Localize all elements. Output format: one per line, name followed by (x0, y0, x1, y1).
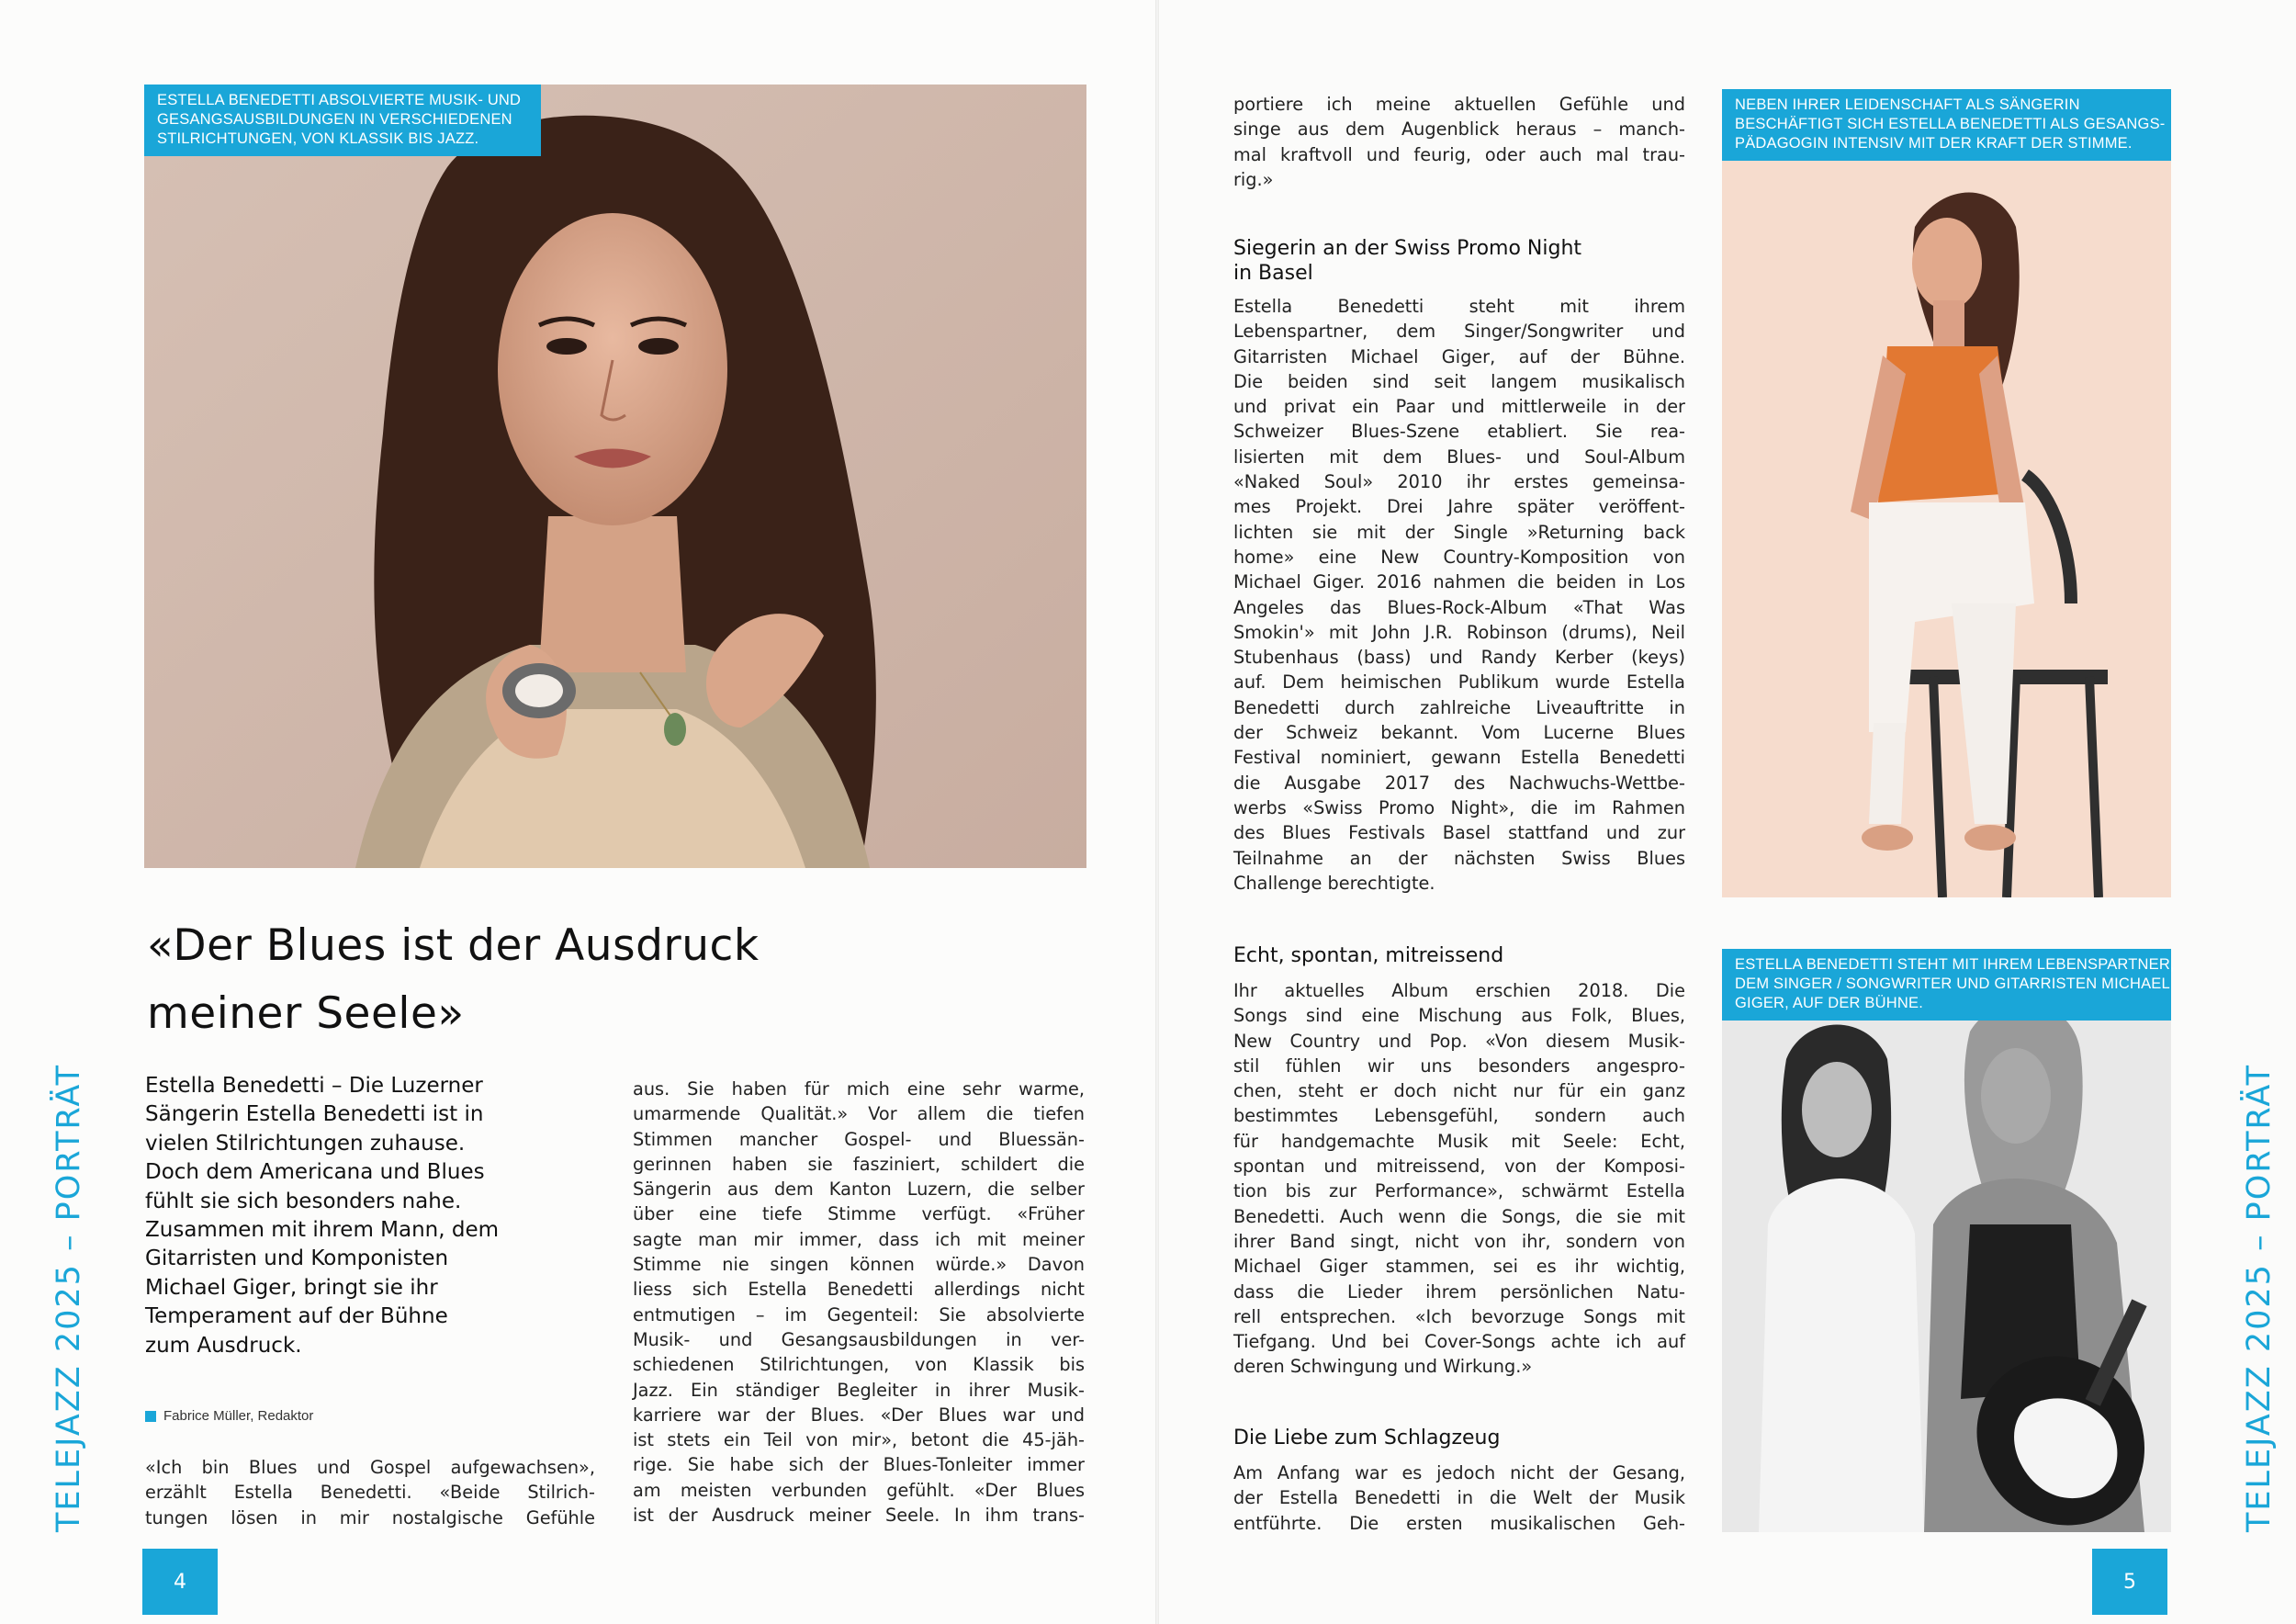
body-line: Sängerin aus dem Kanton Luzern, die selber (633, 1179, 1085, 1201)
lead-line: Gitarristen und Komponisten (145, 1246, 449, 1271)
body-line: Smokin'» mit John J.R. Robinson (drums), Neil (1233, 621, 1685, 643)
body-line: tungen lösen in mir nostalgische Gefühle (145, 1506, 595, 1528)
caption-line: PÄDAGOGIN INTENSIV MIT DER KRAFT DER STIMME. (1735, 135, 2133, 152)
side-label-right: TELEJAZZ 2025 – PORTRÄT (2241, 1064, 2278, 1532)
body-line: Festival nominiert, gewann Estella Benedetti (1233, 747, 1685, 769)
caption-line: GESANGSAUSBILDUNGEN IN VERSCHIEDENEN (157, 111, 512, 128)
article-headline (147, 912, 974, 1048)
body-line: aus. Sie haben für mich eine sehr warme, (633, 1078, 1085, 1100)
right-intro (1233, 92, 1685, 192)
body-line: singe aus dem Augenblick heraus – manch- (1233, 118, 1685, 141)
body-line: karriere war der Blues. «Der Blues war und (633, 1404, 1085, 1426)
body-line: Estella Benedetti steht mit ihrem (1233, 296, 1685, 317)
right-section2 (1233, 978, 1685, 1380)
body-line: rell entsprechen. «Ich bevorzuge Songs mit (1233, 1305, 1685, 1327)
lead-line: zum Ausdruck. (145, 1333, 302, 1358)
body-line: Jazz. Ein ständiger Begleiter in ihrer Musik- (633, 1379, 1085, 1401)
body-line: tion bis zur Performance», schwärmt Estella (1233, 1180, 1685, 1202)
body-line: erzählt Estella Benedetti. «Beide Stilrich- (145, 1482, 595, 1504)
caption-line: BESCHÄFTIGT SICH ESTELLA BENEDETTI ALS GESANGS- (1735, 116, 2166, 132)
body-line: ihrer Band singt, nicht von ihr, sondern von (1233, 1230, 1685, 1252)
lead-line: fühlt sie sich besonders nahe. (145, 1189, 462, 1213)
lead-line: Michael Giger, bringt sie ihr (145, 1275, 438, 1300)
author-name: Fabrice Müller, Redaktor (163, 1408, 314, 1424)
body-line: für handgemachte Musik mit Seele: Echt, (1233, 1130, 1685, 1152)
subhead-line: Echt, spontan, mitreissend (1233, 944, 1504, 967)
body-line: und privat ein Paar und mittlerweile in der (1233, 396, 1685, 418)
body-line: «Naked Soul» 2010 ihr erstes gemeinsa- (1233, 471, 1685, 493)
article-lead (145, 1072, 577, 1360)
subhead-line: Siegerin an der Swiss Promo Night (1233, 237, 1582, 260)
body-line: Angeles das Blues-Rock-Album «That Was (1233, 596, 1685, 618)
body-line: lisierten mit dem Blues- und Soul-Album (1233, 445, 1685, 468)
body-line: Michael Giger. 2016 nahmen die beiden in Los (1233, 571, 1685, 593)
body-line: portiere ich meine aktuellen Gefühle und (1233, 94, 1685, 115)
body-line: Tiefgang. Und bei Cover-Songs achte ich auf (1233, 1331, 1685, 1353)
left-body-col1 (145, 1455, 595, 1530)
subhead-liebe-schlagzeug (1233, 1426, 1500, 1450)
body-line: Am Anfang war es jedoch nicht der Gesang, (1233, 1462, 1685, 1483)
lead-line: Zusammen mit ihrem Mann, dem (145, 1218, 500, 1243)
subhead-echt-spontan (1233, 943, 1503, 968)
body-line: ist der Ausdruck meiner Seele. In ihm trans- (633, 1505, 1085, 1527)
body-line: der Schweiz bekannt. Vom Lucerne Blues (1233, 722, 1685, 744)
body-line: schiedenen Stilrichtungen, von Klassik bis (633, 1354, 1085, 1376)
author-credit (145, 1408, 313, 1424)
caption-line: GIGER, AUF DER BÜHNE. (1735, 995, 1923, 1011)
body-line: dass die Lieder ihrem persönlichen Natu- (1233, 1280, 1685, 1303)
body-line: entführte. Die ersten musikalischen Geh- (1233, 1512, 1685, 1534)
body-line: entmutigen – im Gegenteil: Sie absolvierte (633, 1303, 1085, 1325)
body-line: Schweizer Blues-Szene etabliert. Sie rea- (1233, 421, 1685, 443)
body-line: Challenge berechtigte. (1233, 872, 1435, 894)
body-line: gerinnen haben sie fasziniert, schildert die (633, 1153, 1085, 1175)
body-line: liess sich Estella Benedetti allerdings nicht (633, 1279, 1085, 1301)
body-line: Benedetti. Auch wenn die Songs, die sie mit (1233, 1205, 1685, 1227)
body-line: auf. Dem heimischen Publikum wurde Estella (1233, 671, 1685, 694)
body-line: home» eine New Country-Komposition von (1233, 546, 1685, 568)
seated-photo (1722, 89, 2171, 897)
seated-caption (1722, 89, 2171, 161)
body-line: rige. Sie habe sich der Blues-Tonleiter immer (633, 1454, 1085, 1476)
body-line: Songs sind eine Mischung aus Folk, Blues, (1233, 1005, 1685, 1027)
subhead-line: Die Liebe zum Schlagzeug (1233, 1427, 1501, 1449)
caption-line: NEBEN IHRER LEIDENSCHAFT ALS SÄNGERIN (1735, 96, 2080, 113)
caption-line: ESTELLA BENEDETTI STEHT MIT IHREM LEBENSPARTNER, (1735, 956, 2175, 973)
body-line: Benedetti durch zahlreiche Liveauftritte in (1233, 696, 1685, 718)
body-line: umarmende Qualität.» Vor allem die tiefen (633, 1103, 1085, 1125)
page-number-right: 5 (2092, 1549, 2167, 1615)
page-number-left: 4 (142, 1549, 218, 1615)
body-line: Lebenspartner, dem Singer/Songwriter und (1233, 321, 1685, 343)
lead-line: Sängerin Estella Benedetti ist in (145, 1102, 484, 1127)
body-line: die Ausgabe 2017 des Nachwuchs-Wettbe- (1233, 772, 1685, 794)
body-line: sagte man mir immer, dass ich mit meiner (633, 1228, 1085, 1250)
body-line: mes Projekt. Drei Jahre später veröffent- (1233, 496, 1685, 518)
right-section1 (1233, 294, 1685, 896)
portrait-photo (144, 85, 1086, 868)
caption-line: STILRICHTUNGEN, VON KLASSIK BIS JAZZ. (157, 130, 479, 147)
duo-photo (1722, 949, 2175, 1532)
lead-line: Estella Benedetti – Die Luzerner (145, 1074, 483, 1098)
subhead-swiss-promo (1233, 236, 1581, 286)
right-section3 (1233, 1460, 1685, 1536)
body-line: Ihr aktuelles Album erschien 2018. Die (1233, 980, 1685, 1001)
lead-line: Doch dem Americana und Blues (145, 1160, 485, 1185)
body-line: des Blues Festivals Basel stattfand und zur (1233, 822, 1685, 844)
body-line: werbs «Swiss Promo Night», die im Rahmen (1233, 796, 1685, 818)
portrait-caption (144, 85, 541, 156)
caption-line: DEM SINGER / SONGWRITER UND GITARRISTEN MICHAEL (1735, 976, 2170, 992)
lead-line: Temperament auf der Bühne (145, 1304, 448, 1329)
body-line: bestimmtes Lebensgefühl, sondern auch (1233, 1105, 1685, 1127)
left-body-col2 (633, 1077, 1085, 1528)
body-line: Die beiden sind seit langem musikalisch (1233, 370, 1685, 392)
body-line: spontan und mitreissend, von der Komposi- (1233, 1156, 1685, 1178)
duo-caption (1722, 949, 2175, 1021)
body-line: lichten sie mit der Single »Returning back (1233, 521, 1685, 543)
body-line: ist stets ein Teil von mir», betont die 45-jäh- (633, 1429, 1085, 1451)
body-line: Stimmen mancher Gospel- und Bluessän- (633, 1128, 1085, 1150)
body-line: Teilnahme an der nächsten Swiss Blues (1233, 847, 1685, 869)
body-line: stil fühlen wir uns besonders angespro- (1233, 1054, 1685, 1077)
body-line: über eine tiefe Stimme verfügt. «Früher (633, 1203, 1085, 1225)
spine (1155, 0, 1159, 1624)
headline-line: «Der Blues ist der Ausdruck (147, 920, 760, 971)
body-line: chen, steht er doch nicht nur für ein ganz (1233, 1080, 1685, 1102)
caption-line: ESTELLA BENEDETTI ABSOLVIERTE MUSIK- UND (157, 92, 522, 108)
body-line: der Estella Benedetti in die Welt der Musik (1233, 1487, 1685, 1509)
body-line: Gitarristen Michael Giger, auf der Bühne. (1233, 345, 1685, 367)
body-line: Musik- und Gesangsausbildungen in ver- (633, 1328, 1085, 1350)
body-line: am meisten verbunden gefühlt. «Der Blues (633, 1479, 1085, 1501)
subhead-line: in Basel (1233, 262, 1313, 285)
headline-line: meiner Seele» (147, 988, 465, 1039)
lead-line: vielen Stilrichtungen zuhause. (145, 1131, 466, 1156)
author-marker (145, 1411, 156, 1422)
body-line: rig.» (1233, 168, 1274, 190)
side-label-left: TELEJAZZ 2025 – PORTRÄT (51, 1064, 87, 1532)
body-line: Michael Giger stammen, sei es ihr wichtig, (1233, 1256, 1685, 1278)
body-line: Stimme nie singen können würde.» Davon (633, 1254, 1085, 1276)
body-line: deren Schwingung und Wirkung.» (1233, 1356, 1533, 1378)
body-line: Stubenhaus (bass) und Randy Kerber (keys) (1233, 647, 1685, 669)
body-line: New Country und Pop. «Von diesem Musik- (1233, 1030, 1685, 1052)
body-line: «Ich bin Blues und Gospel aufgewachsen», (145, 1457, 595, 1478)
body-line: mal kraftvoll und feurig, oder auch mal trau- (1233, 143, 1685, 165)
